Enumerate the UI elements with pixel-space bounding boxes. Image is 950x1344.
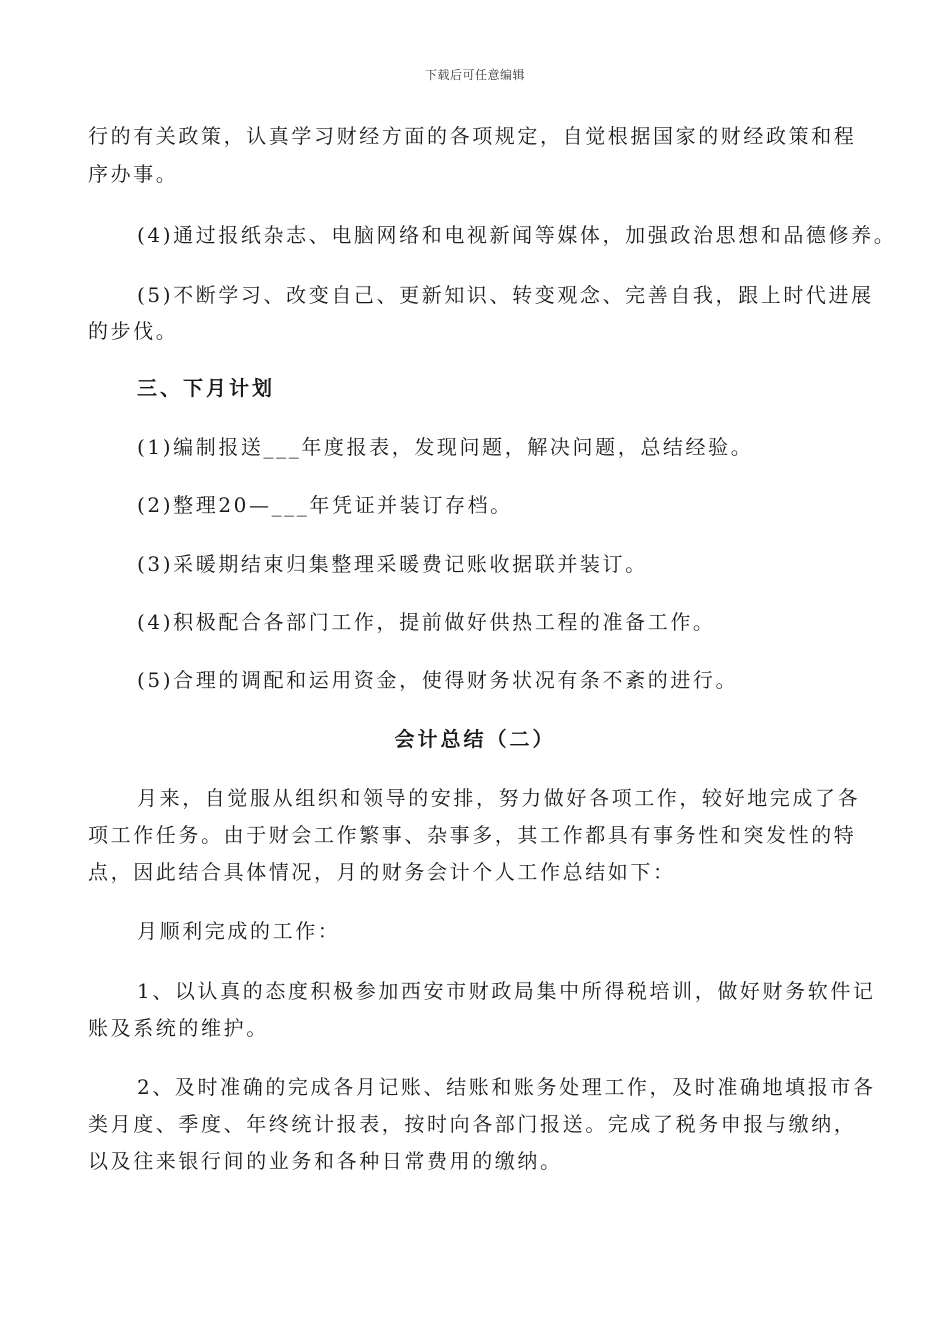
- plan-item: (4)积极配合各部门工作，提前做好供热工程的准备工作。: [137, 610, 716, 634]
- paragraph-line: 账及系统的维护。: [88, 1016, 269, 1040]
- paragraph-line: 点，因此结合具体情况，月的财务会计个人工作总结如下：: [88, 860, 676, 884]
- plan-item: (1)编制报送___年度报表，发现问题，解决问题，总结经验。: [137, 435, 754, 459]
- paragraph-line: 类月度、季度、年终统计报表，按时向各部门报送。完成了税务申报与缴纳，: [88, 1112, 857, 1136]
- plan-item: (5)合理的调配和运用资金，使得财务状况有条不紊的进行。: [137, 668, 739, 692]
- header-note: 下载后可任意编辑: [424, 68, 525, 82]
- paragraph-line: 月来，自觉服从组织和领导的安排，努力做好各项工作，较好地完成了各: [137, 786, 861, 810]
- paragraph-line: 行的有关政策，认真学习财经方面的各项规定，自觉根据国家的财经政策和程: [88, 124, 857, 148]
- section-heading-plan: 三、下月计划: [137, 376, 275, 400]
- study-item-4: (4)通过报纸杂志、电脑网络和电视新闻等媒体，加强政治思想和品德修养。: [137, 223, 897, 247]
- subsection-title: 月顺利完成的工作：: [137, 919, 341, 943]
- paragraph-line: 以及往来银行间的业务和各种日常费用的缴纳。: [88, 1149, 563, 1173]
- paragraph-line: 2、及时准确的完成各月记账、结账和账务处理工作，及时准确地填报市各: [137, 1075, 876, 1099]
- plan-item: (2)整理20—___年凭证并装订存档。: [137, 493, 513, 517]
- paragraph-line: 序办事。: [88, 162, 179, 186]
- paragraph-line: 的步伐。: [88, 319, 179, 343]
- paragraph-line: 1、以认真的态度积极参加西安市财政局集中所得税培训，做好财务软件记: [137, 979, 876, 1003]
- study-item-5: (5)不断学习、改变自己、更新知识、转变观念、完善自我，跟上时代进展: [137, 283, 874, 307]
- plan-item: (3)采暖期结束归集整理采暖费记账收据联并装订。: [137, 552, 648, 576]
- paragraph-line: 项工作任务。由于财会工作繁事、杂事多，其工作都具有事务性和突发性的特: [88, 823, 857, 847]
- section-title-summary-2: 会计总结（二）: [394, 727, 556, 751]
